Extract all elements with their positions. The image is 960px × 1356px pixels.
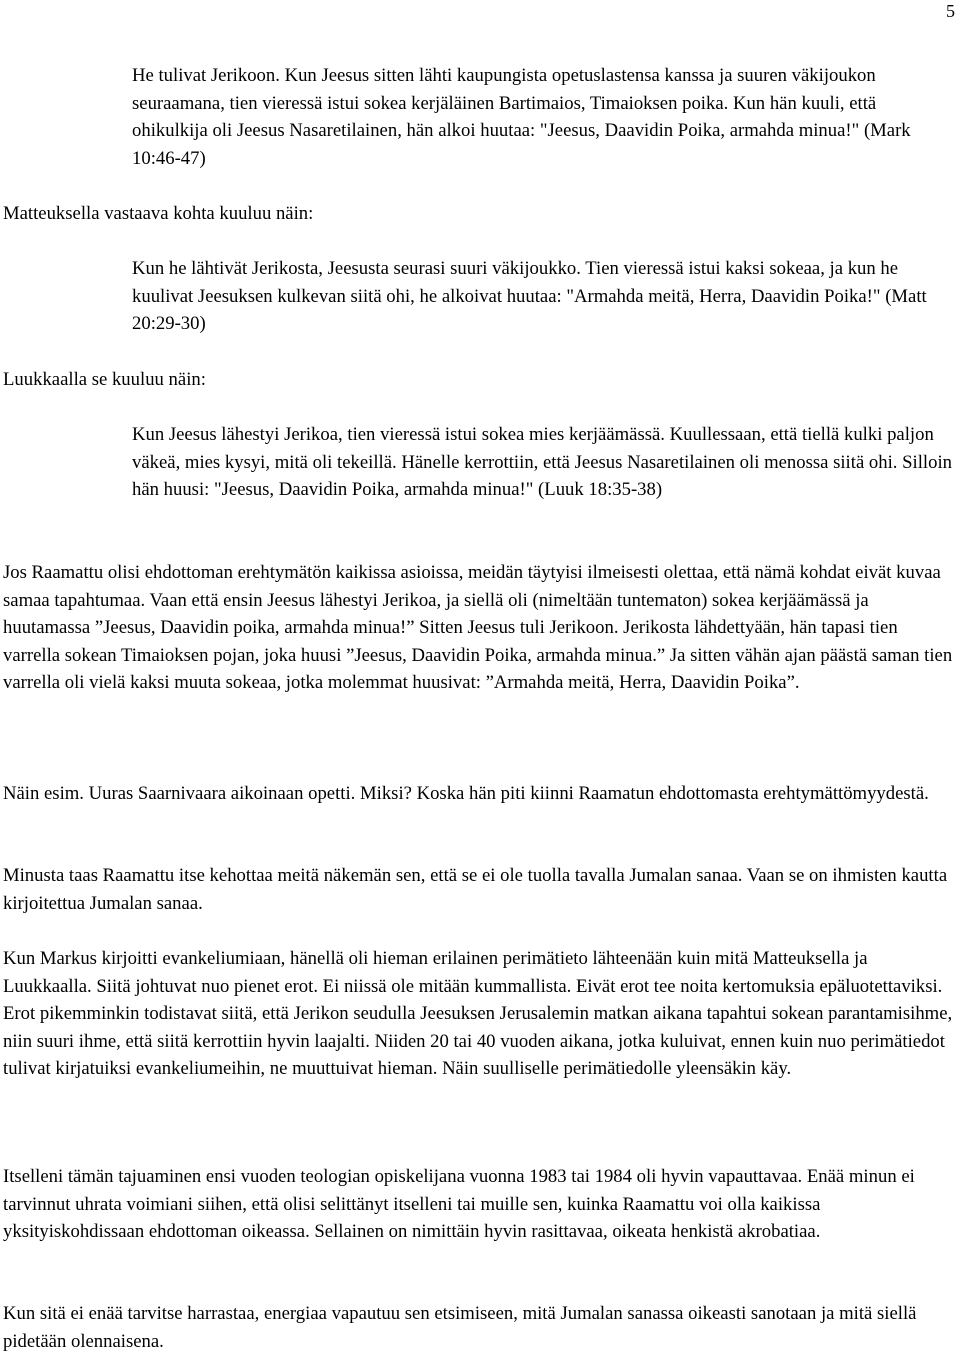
paragraph-5: Itselleni tämän tajuaminen ensi vuoden teologian opiskelijana vuonna 1983 tai 1984 oli hyvin vapauttavaa. Enää minun ei tarvinnut uhrata voimiani siihen, että olisi selittänyt itselleni tai muille sen, kuinka Raamattu voi olla kaikissa yksityiskohdissaan ehdottoman oikeassa. Sellainen on nimittäin hyvin rasittavaa, oikeata henkistä akrobatiaa. <box>3 1166 915 1243</box>
matthew-quote: Kun he lähtivät Jerikosta, Jeesusta seurasi suuri väkijoukko. Tien vieressä istui kaksi sokeaa, ja kun he kuulivat Jeesuksen kulkevan siitä ohi, he alkoivat huutaa: "Armahda meitä, Herra, Daavidin Poika!" (Matt 20:29-30) <box>132 258 927 335</box>
paragraph-2: Näin esim. Uuras Saarnivaara aikoinaan opetti. Miksi? Koska hän piti kiinni Raamatun ehdottomasta erehtymättömyydestä. <box>3 783 929 804</box>
paragraph-3: Minusta taas Raamattu itse kehottaa meitä näkemän sen, että se ei ole tuolla tavalla Jumalan sanaa. Vaan se on ihmisten kautta kirjoitettua Jumalan sanaa. <box>3 865 948 914</box>
matthew-intro: Matteuksella vastaava kohta kuuluu näin: <box>3 203 314 224</box>
page-number: 5 <box>946 1 955 21</box>
paragraph-1: Jos Raamattu olisi ehdottoman erehtymätön kaikissa asioissa, meidän täytyisi ilmeisesti olettaa, että nämä kohdat eivät kuvaa samaa tapahtumaa. Vaan että ensin Jeesus lähestyi Jerikoa, ja siellä oli (nimeltään tuntematon) sokea kerjäämässä ja huutamassa ”Jeesus, Daavidin poika, armahda minua!” Sitten Jeesus tuli Jerikoon. Jerikosta lähdettyään, hän tapasi tien varrella sokean Timaioksen pojan, joka huusi ”Jeesus, Daavidin Poika, armahda minua.” Ja sitten vähän ajan päästä saman tien varrella oli vielä kaksi muuta sokeaa, jotka molemmat huusivat: ”Armahda meitä, Herra, Daavidin Poika”. <box>3 562 953 694</box>
paragraph-6: Kun sitä ei enää tarvitse harrastaa, energiaa vapautuu sen etsimiseen, mitä Jumalan sanassa oikeasti sanotaan ja mitä siellä pidetään olennaisena. <box>3 1303 917 1352</box>
luke-intro: Luukkaalla se kuuluu näin: <box>3 369 206 390</box>
paragraph-4: Kun Markus kirjoitti evankeliumiaan, hänellä oli hieman erilainen perimätieto lähteenään kuin mitä Matteuksella ja Luukkaalla. Siitä johtuvat nuo pienet erot. Ei niissä ole mitään kummallista. Eivät erot tee noita kertomuksia epäluotettaviksi. Erot pikemminkin todistavat siitä, että Jerikon seudulla Jeesuksen Jerusalemin matkan aikana tapahtui sokean parantamisihme, niin suuri ihme, että siitä kerrottiin hyvin laajalti. Niiden 20 tai 40 vuoden aikana, jotka kuluivat, ennen kuin nuo perimätiedot tulivat kirjatuiksi evankeliumeihin, ne muuttuivat hieman. Näin suulliselle perimätiedolle yleensäkin käy. <box>3 948 953 1080</box>
luke-quote: Kun Jeesus lähestyi Jerikoa, tien vieressä istui sokea mies kerjäämässä. Kuullessaan, että tiellä kulki paljon väkeä, mies kysyi, mitä oli tekeillä. Hänelle kerrottiin, että Jeesus Nasaretilainen oli menossa siitä ohi. Silloin hän huusi: "Jeesus, Daavidin Poika, armahda minua!" (Luuk 18:35-38) <box>132 424 952 501</box>
mark-quote: He tulivat Jerikoon. Kun Jeesus sitten lähti kaupungista opetuslastensa kanssa ja suuren väkijoukon seuraamana, tien vieressä istui sokea kerjäläinen Bartimaios, Timaioksen poika. Kun hän kuuli, että ohikulkija oli Jeesus Nasaretilainen, hän alkoi huutaa: "Jeesus, Daavidin Poika, armahda minua!" (Mark 10:46-47) <box>132 65 911 169</box>
